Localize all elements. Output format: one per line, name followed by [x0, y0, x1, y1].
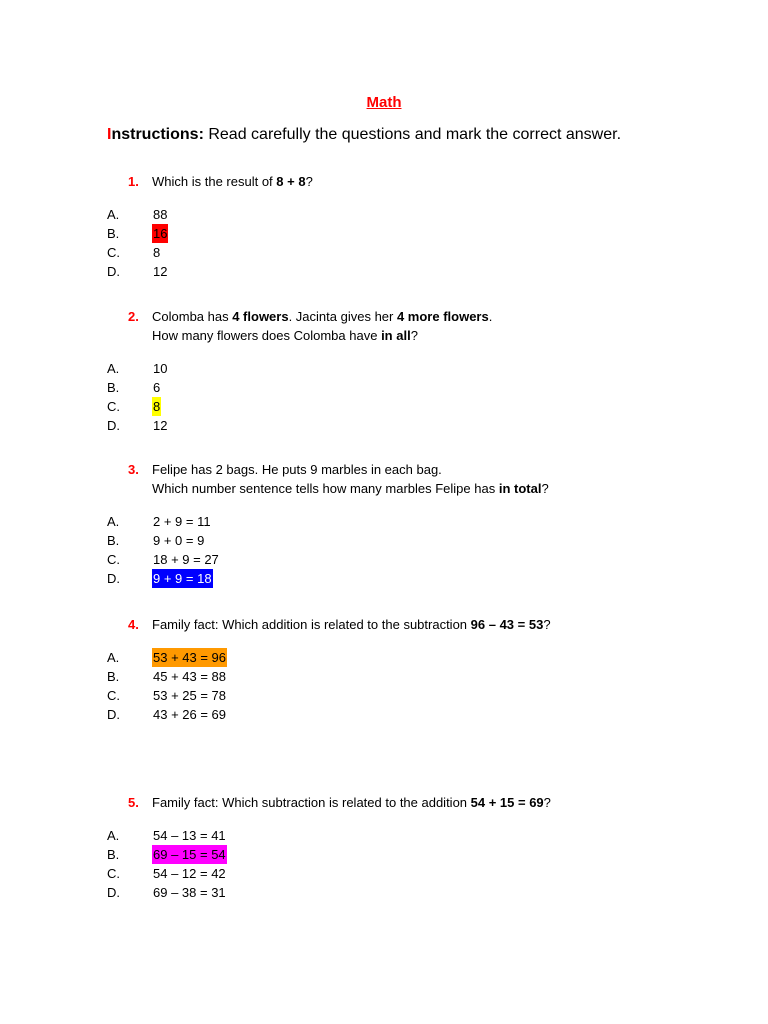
option-text: 45 + 43 = 88	[153, 669, 227, 684]
option-letter: A.	[107, 207, 120, 222]
option-text: 54 – 13 = 41	[153, 828, 226, 843]
option-letter: A.	[107, 828, 120, 843]
option-text-highlighted: 16	[153, 226, 168, 241]
answer-option[interactable]	[0, 262, 768, 281]
answer-option[interactable]	[0, 845, 768, 864]
option-text: 12	[153, 418, 168, 433]
answer-option[interactable]	[0, 550, 768, 569]
question-segment: Felipe has 2 bags. He puts 9 marbles in each bag.	[152, 462, 442, 477]
answer-option[interactable]	[0, 826, 768, 845]
instructions-text: Read carefully the questions and mark the correct answer.	[203, 126, 622, 143]
option-letter: A.	[107, 361, 120, 376]
question-emphasis: 54 + 15 = 69	[470, 795, 544, 810]
question-segment: ?	[410, 328, 418, 343]
option-letter: C.	[107, 552, 120, 567]
option-text-highlighted: 53 + 43 = 96	[153, 650, 227, 665]
question-segment: .	[488, 309, 493, 324]
option-text: 69 – 38 = 31	[153, 885, 226, 900]
option-text: 54 – 12 = 42	[153, 866, 226, 881]
question-segment: ?	[541, 481, 549, 496]
option-text: 2 + 9 = 11	[153, 514, 211, 529]
question-number: 2.	[128, 309, 139, 324]
question-segment: ?	[543, 795, 551, 810]
option-letter: B.	[107, 533, 120, 548]
option-text: 18 + 9 = 27	[153, 552, 219, 567]
page-title: Math	[366, 94, 402, 111]
option-text-highlighted: 8	[153, 399, 161, 414]
option-text: 8	[153, 245, 161, 260]
question-text	[152, 307, 492, 326]
answer-option[interactable]	[0, 569, 768, 588]
answer-option[interactable]	[0, 378, 768, 397]
answer-option[interactable]	[0, 864, 768, 883]
answer-option[interactable]	[0, 397, 768, 416]
question-text	[152, 615, 551, 634]
answer-option[interactable]	[0, 224, 768, 243]
answer-option[interactable]	[0, 416, 768, 435]
option-letter: B.	[107, 847, 120, 862]
question-segment: Which is the result of	[152, 174, 277, 189]
option-letter: B.	[107, 226, 120, 241]
option-text-highlighted: 69 – 15 = 54	[153, 847, 226, 862]
answer-option[interactable]	[0, 243, 768, 262]
question-number: 1.	[128, 174, 139, 189]
answer-option[interactable]	[0, 359, 768, 378]
option-letter: D.	[107, 571, 120, 586]
option-text: 10	[153, 361, 168, 376]
option-letter: C.	[107, 866, 120, 881]
question-emphasis: 4 flowers	[232, 309, 289, 324]
answer-option[interactable]	[0, 512, 768, 531]
question-segment: Which number sentence tells how many marbles Felipe has	[152, 481, 499, 496]
question-text	[152, 460, 442, 479]
question-segment: ?	[305, 174, 313, 189]
answer-option[interactable]	[0, 205, 768, 224]
question-text	[152, 172, 313, 191]
instructions-label: nstructions:	[111, 126, 204, 143]
question-text	[152, 479, 549, 498]
answer-option[interactable]	[0, 686, 768, 705]
question-segment: Colomba has	[152, 309, 233, 324]
question-segment: Family fact: Which subtraction is related to the addition	[152, 795, 471, 810]
question-text	[152, 326, 418, 345]
option-letter: D.	[107, 264, 120, 279]
option-letter: C.	[107, 688, 120, 703]
question-segment: . Jacinta gives her	[288, 309, 397, 324]
question-segment: ?	[543, 617, 551, 632]
question-emphasis: 8 + 8	[276, 174, 306, 189]
question-emphasis: in total	[498, 481, 542, 496]
option-text-highlighted: 9 + 9 = 18	[153, 571, 212, 586]
option-letter: A.	[107, 650, 120, 665]
question-emphasis: in all	[381, 328, 411, 343]
option-letter: B.	[107, 669, 120, 684]
answer-option[interactable]	[0, 705, 768, 724]
option-letter: C.	[107, 399, 120, 414]
option-letter: D.	[107, 885, 120, 900]
option-text: 9 + 0 = 9	[153, 533, 205, 548]
question-segment: Family fact: Which addition is related to the subtraction	[152, 617, 471, 632]
question-text	[152, 793, 551, 812]
option-text: 6	[153, 380, 161, 395]
answer-option[interactable]	[0, 667, 768, 686]
instructions	[107, 126, 621, 144]
question-number: 5.	[128, 795, 139, 810]
option-letter: B.	[107, 380, 120, 395]
question-number: 4.	[128, 617, 139, 632]
answer-option[interactable]	[0, 531, 768, 550]
question-segment: How many flowers does Colomba have	[152, 328, 382, 343]
option-letter: A.	[107, 514, 120, 529]
option-letter: D.	[107, 418, 120, 433]
answer-option[interactable]	[0, 883, 768, 902]
instructions-initial: I	[107, 126, 112, 143]
option-letter: C.	[107, 245, 120, 260]
question-emphasis: 4 more flowers	[396, 309, 489, 324]
option-text: 12	[153, 264, 168, 279]
option-text: 43 + 26 = 69	[153, 707, 227, 722]
option-letter: D.	[107, 707, 120, 722]
question-number: 3.	[128, 462, 139, 477]
option-text: 88	[153, 207, 168, 222]
question-emphasis: 96 – 43 = 53	[470, 617, 544, 632]
option-text: 53 + 25 = 78	[153, 688, 227, 703]
answer-option[interactable]	[0, 648, 768, 667]
